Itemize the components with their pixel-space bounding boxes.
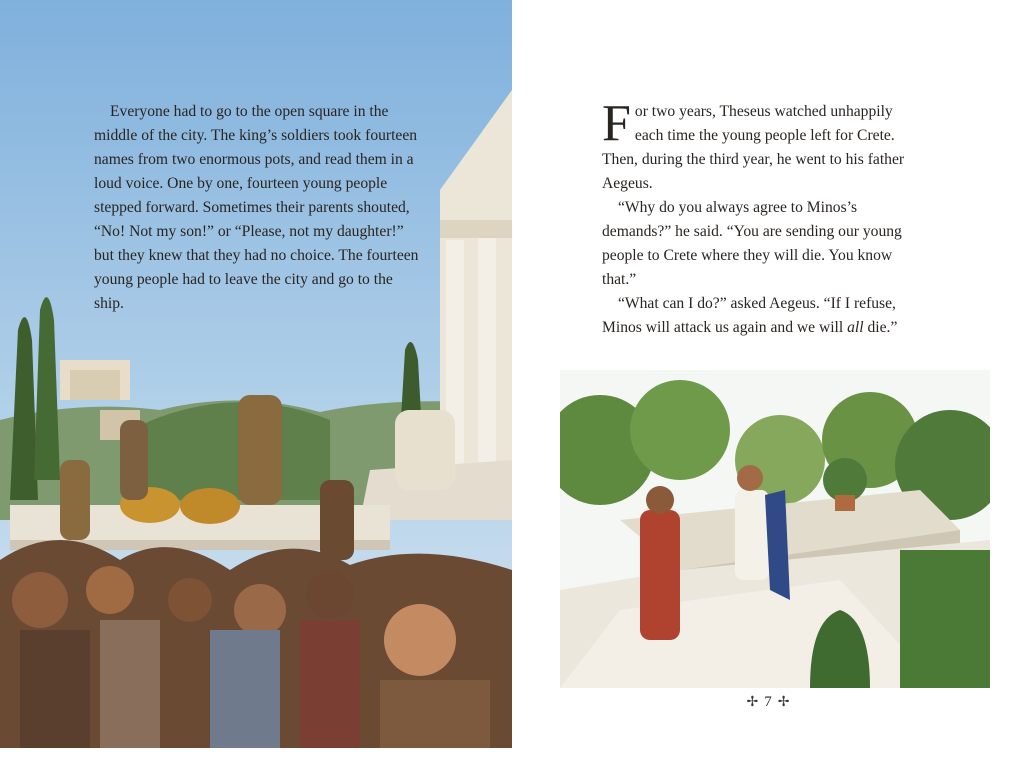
right-page bbox=[512, 0, 1024, 768]
page-number-folio bbox=[512, 694, 1024, 711]
paragraph-2: “Why do you always agree to Minos’s demands?” he said. “You are sending our young people to Crete where they will die. You know that.” bbox=[602, 199, 902, 288]
paragraph-3 bbox=[602, 292, 922, 340]
emphasis-all: all bbox=[847, 319, 864, 336]
paragraph-3-start: “What can I do?” asked Aegeus. “If I refuse, Minos will attack us again and we will bbox=[602, 295, 896, 336]
paragraph-3-end: die.” bbox=[863, 319, 898, 336]
paragraph-1: or two years, Theseus watched unhappily each time the young people left for Crete. Then, during the third year, he went to his father Aegeus. bbox=[602, 103, 905, 192]
right-page-text bbox=[602, 95, 922, 340]
left-page-paragraph: Everyone had to go to the open square in the middle of the city. The king’s soldiers took fourteen names from two enormous pots, and read them in a loud voice. One by one, fourteen young people stepped forward. Sometimes their parents shouted, “No! Not my son!” or “Please, not my daughter!” but they knew that they had no choice. The fourteen young people had to leave the city and go to the ship. bbox=[94, 103, 419, 312]
drop-cap: F bbox=[602, 95, 631, 152]
ornament-left-icon: ✢ bbox=[746, 695, 759, 710]
left-page bbox=[0, 0, 512, 748]
terrace-conversation-illustration bbox=[560, 370, 990, 688]
page-number: 7 bbox=[764, 694, 772, 710]
ornament-right-icon: ✢ bbox=[777, 695, 790, 710]
